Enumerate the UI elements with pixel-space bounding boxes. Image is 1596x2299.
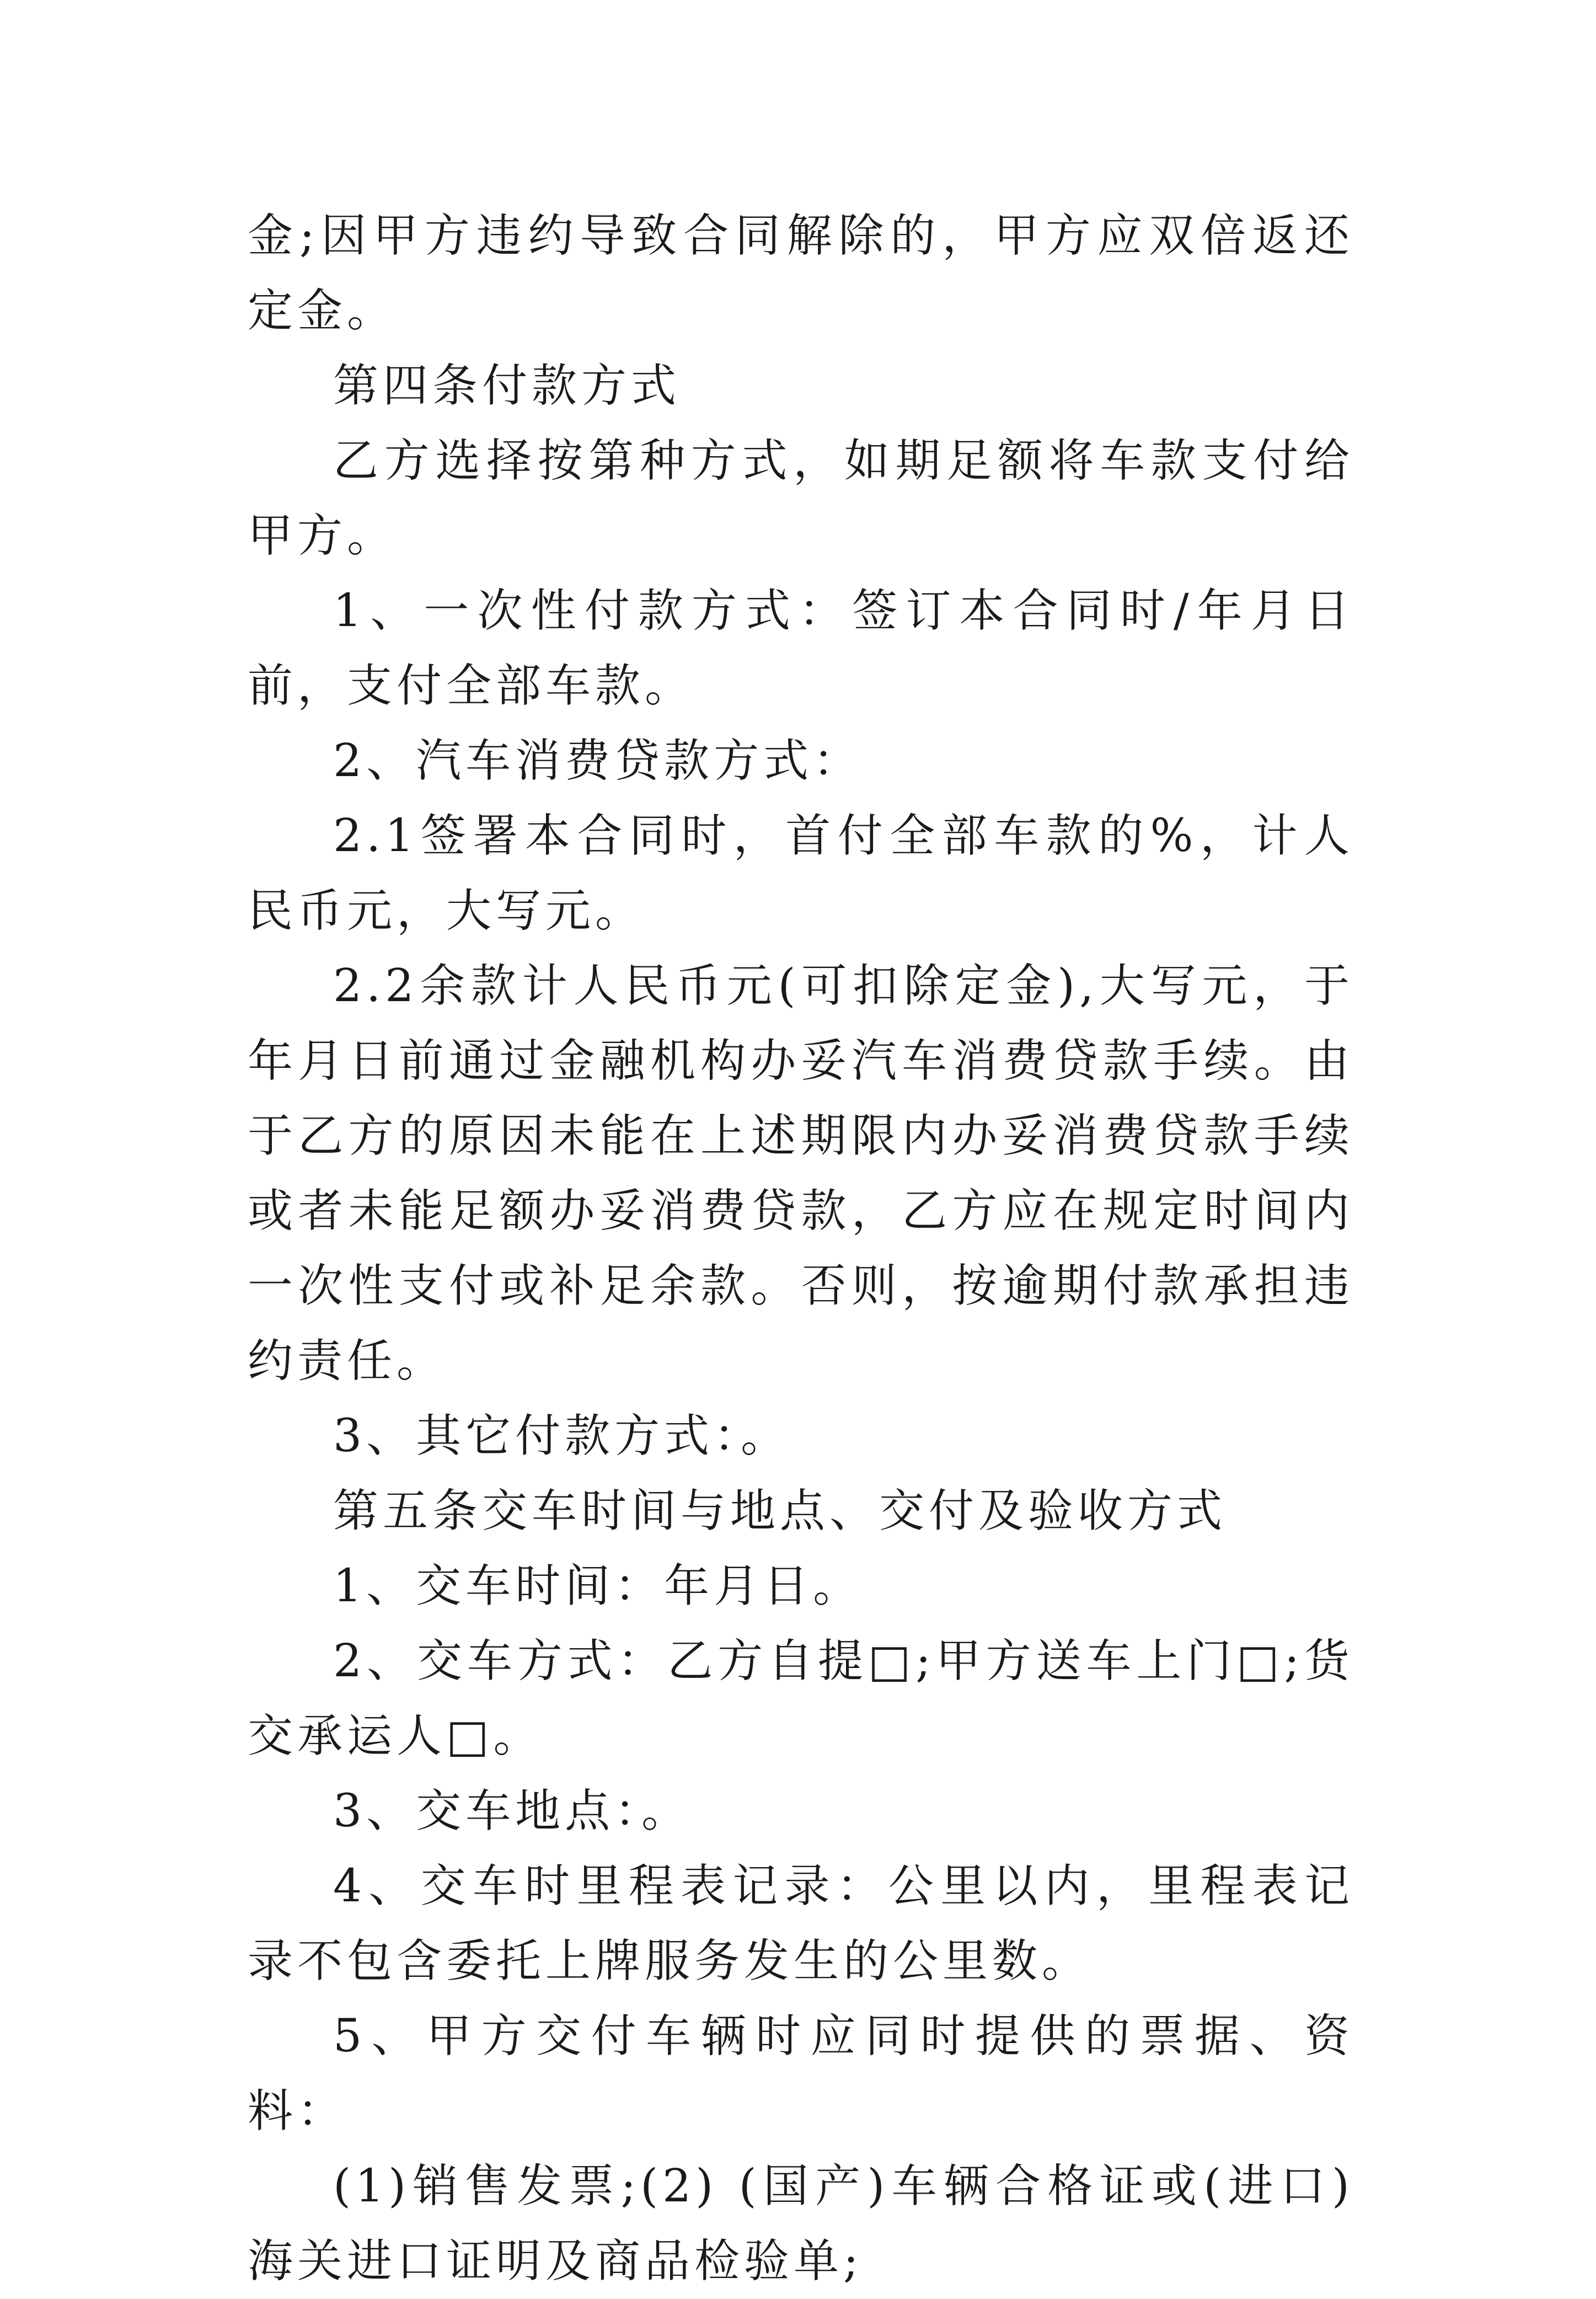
paragraph-delivery-time: 1、交车时间：年月日。 (333, 1560, 863, 1612)
paragraph-lump-sum-payment: 1、一次性付款方式：签订本合同时/年月日前，支付全部车款。 (248, 585, 1354, 712)
paragraph-odometer: 4、交车时里程表记录：公里以内，里程表记录不包含委托上牌服务发生的公里数。 (248, 1860, 1354, 1987)
paragraph-other-payment: 3、其它付款方式：。 (333, 1410, 791, 1462)
paragraph-documents-list: (1)销售发票;(2) (国产)车辆合格证或(进口)海关进口证明及商品检验单; (248, 2160, 1354, 2287)
heading-article-5: 第五条交车时间与地点、交付及验收方式 (333, 1485, 1227, 1537)
paragraph-down-payment: 2.1签署本合同时，首付全部车款的%，计人民币元，大写元。 (248, 810, 1354, 937)
paragraph-delivery-method: 2、交车方式：乙方自提□;甲方送车上门□;货交承运人□。 (248, 1635, 1354, 1762)
paragraph-auto-loan: 2、汽车消费贷款方式： (333, 735, 863, 787)
paragraph-payment-choice: 乙方选择按第种方式，如期足额将车款支付给甲方。 (248, 435, 1354, 562)
paragraph-balance-loan: 2.2余款计人民币元(可扣除定金),大写元，于年月日前通过金融机构办妥汽车消费贷款手续。由于乙方的原因未能在上述期限内办妥消费贷款手续或者未能足额办妥消费贷款，乙方应在规定时间内一次性支付或补足余款。否则，按逾期付款承担违约责任。 (248, 960, 1354, 1387)
paragraph-deposit-clause: 金;因甲方违约导致合同解除的，甲方应双倍返还定金。 (248, 210, 1354, 337)
paragraph-documents: 5、甲方交付车辆时应同时提供的票据、资料： (248, 2010, 1354, 2137)
document-body (248, 199, 1354, 2299)
heading-article-4: 第四条付款方式 (333, 360, 681, 412)
paragraph-delivery-location: 3、交车地点：。 (333, 1785, 692, 1837)
